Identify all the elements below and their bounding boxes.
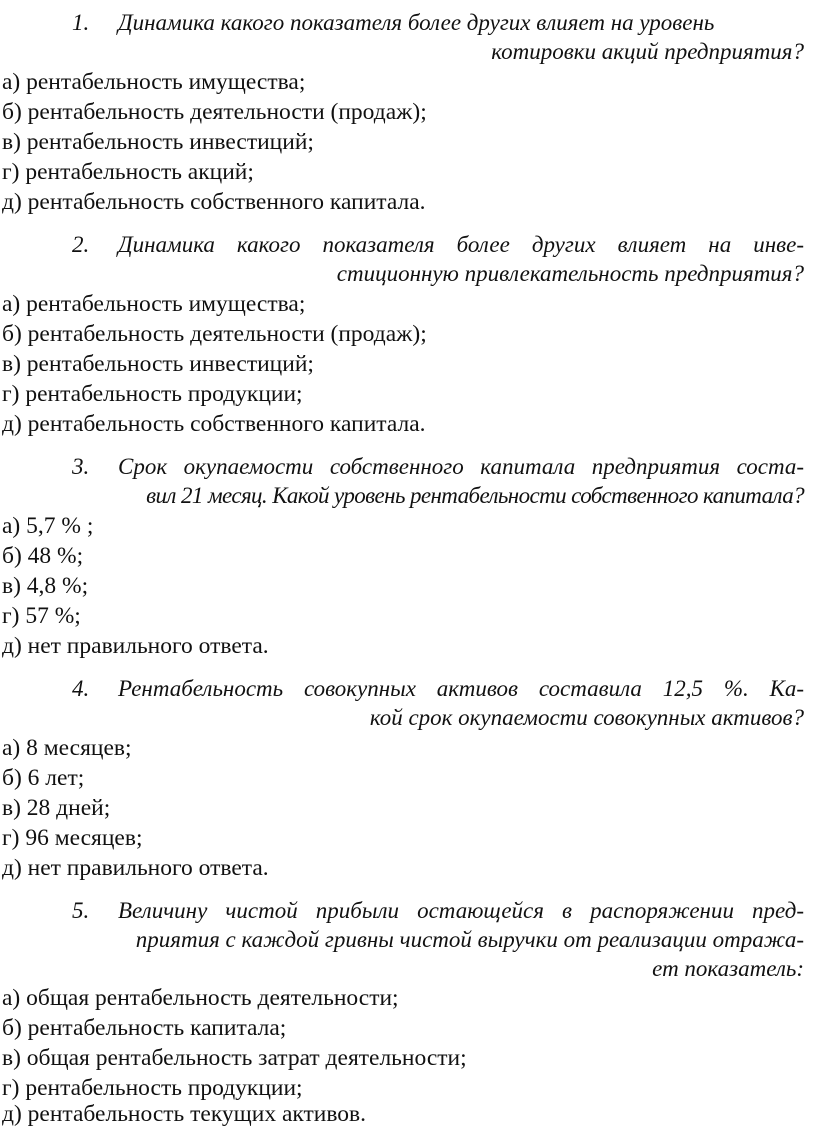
q4-option-c: в) 28 дней; (2, 795, 111, 821)
q4-option-a: а) 8 месяцев; (2, 735, 132, 761)
question-2-number: 2. (72, 232, 90, 257)
q3-option-e: д) нет правильного ответа. (2, 633, 269, 659)
q5-option-b: б) рентабельность капитала; (2, 1015, 287, 1041)
question-4-line2: кой срок окупаемости совокупных активов? (369, 705, 804, 730)
q1-option-b: б) рентабельность деятельности (продаж); (2, 99, 427, 125)
q1-option-a: а) рентабельность имущества; (2, 69, 306, 95)
q2-option-d: г) рентабельность продукции; (2, 381, 303, 407)
question-1-line2: котировки акций предприятия? (491, 39, 804, 64)
q1-option-d: г) рентабельность акций; (2, 159, 254, 185)
q1-option-e: д) рентабельность собственного капитала. (2, 189, 426, 215)
question-5-line1: 5. Величину чистой прибыли остающейся в распоряжении пред- (72, 898, 804, 923)
question-4 (72, 674, 804, 732)
question-1-line1: 1. Динамика какого показателя более других влияет на уровень (72, 10, 715, 35)
q3-option-a: а) 5,7 % ; (2, 513, 94, 539)
question-2-line1: 2. Динамика какого показателя более других влияет на инве- (72, 232, 804, 257)
q2-option-a: а) рентабельность имущества; (2, 291, 306, 317)
question-4-number: 4. (72, 676, 90, 701)
question-5-number: 5. (72, 898, 90, 923)
question-2 (72, 230, 804, 288)
question-3-line2: вил 21 месяц. Какой уровень рентабельности собственного капитала? (146, 483, 804, 508)
q2-option-e: д) рентабельность собственного капитала. (2, 411, 426, 437)
question-2-line2: стиционную привлекательность предприятия? (336, 261, 804, 286)
q4-option-d: г) 96 месяцев; (2, 825, 143, 851)
q5-option-a: а) общая рентабельность деятельности; (2, 985, 399, 1011)
q2-option-b: б) рентабельность деятельности (продаж); (2, 321, 427, 347)
q3-option-d: г) 57 %; (2, 603, 81, 629)
question-1-number: 1. (72, 10, 90, 35)
question-1 (72, 8, 804, 66)
q3-option-c: в) 4,8 %; (2, 573, 89, 599)
question-5-line2: приятия с каждой гривны чистой выручки от реализации отража- (135, 927, 804, 952)
q5-option-e: д) рентабельность текущих активов. (2, 1101, 366, 1127)
question-4-line1: 4. Рентабельность совокупных активов составила 12,5 %. Ка- (72, 676, 804, 701)
question-3 (72, 452, 804, 510)
question-5-line3: ет показатель: (652, 956, 804, 981)
q1-option-c: в) рентабельность инвестиций; (2, 129, 314, 155)
q4-option-b: б) 6 лет; (2, 765, 85, 791)
question-5 (72, 896, 804, 983)
q3-option-b: б) 48 %; (2, 543, 84, 569)
q5-option-c: в) общая рентабельность затрат деятельности; (2, 1045, 467, 1071)
q2-option-c: в) рентабельность инвестиций; (2, 351, 314, 377)
q4-option-e: д) нет правильного ответа. (2, 855, 269, 881)
question-3-line1: 3. Срок окупаемости собственного капитала предприятия соста- (72, 454, 804, 479)
question-3-number: 3. (72, 454, 90, 479)
q5-option-d: г) рентабельность продукции; (2, 1075, 303, 1101)
